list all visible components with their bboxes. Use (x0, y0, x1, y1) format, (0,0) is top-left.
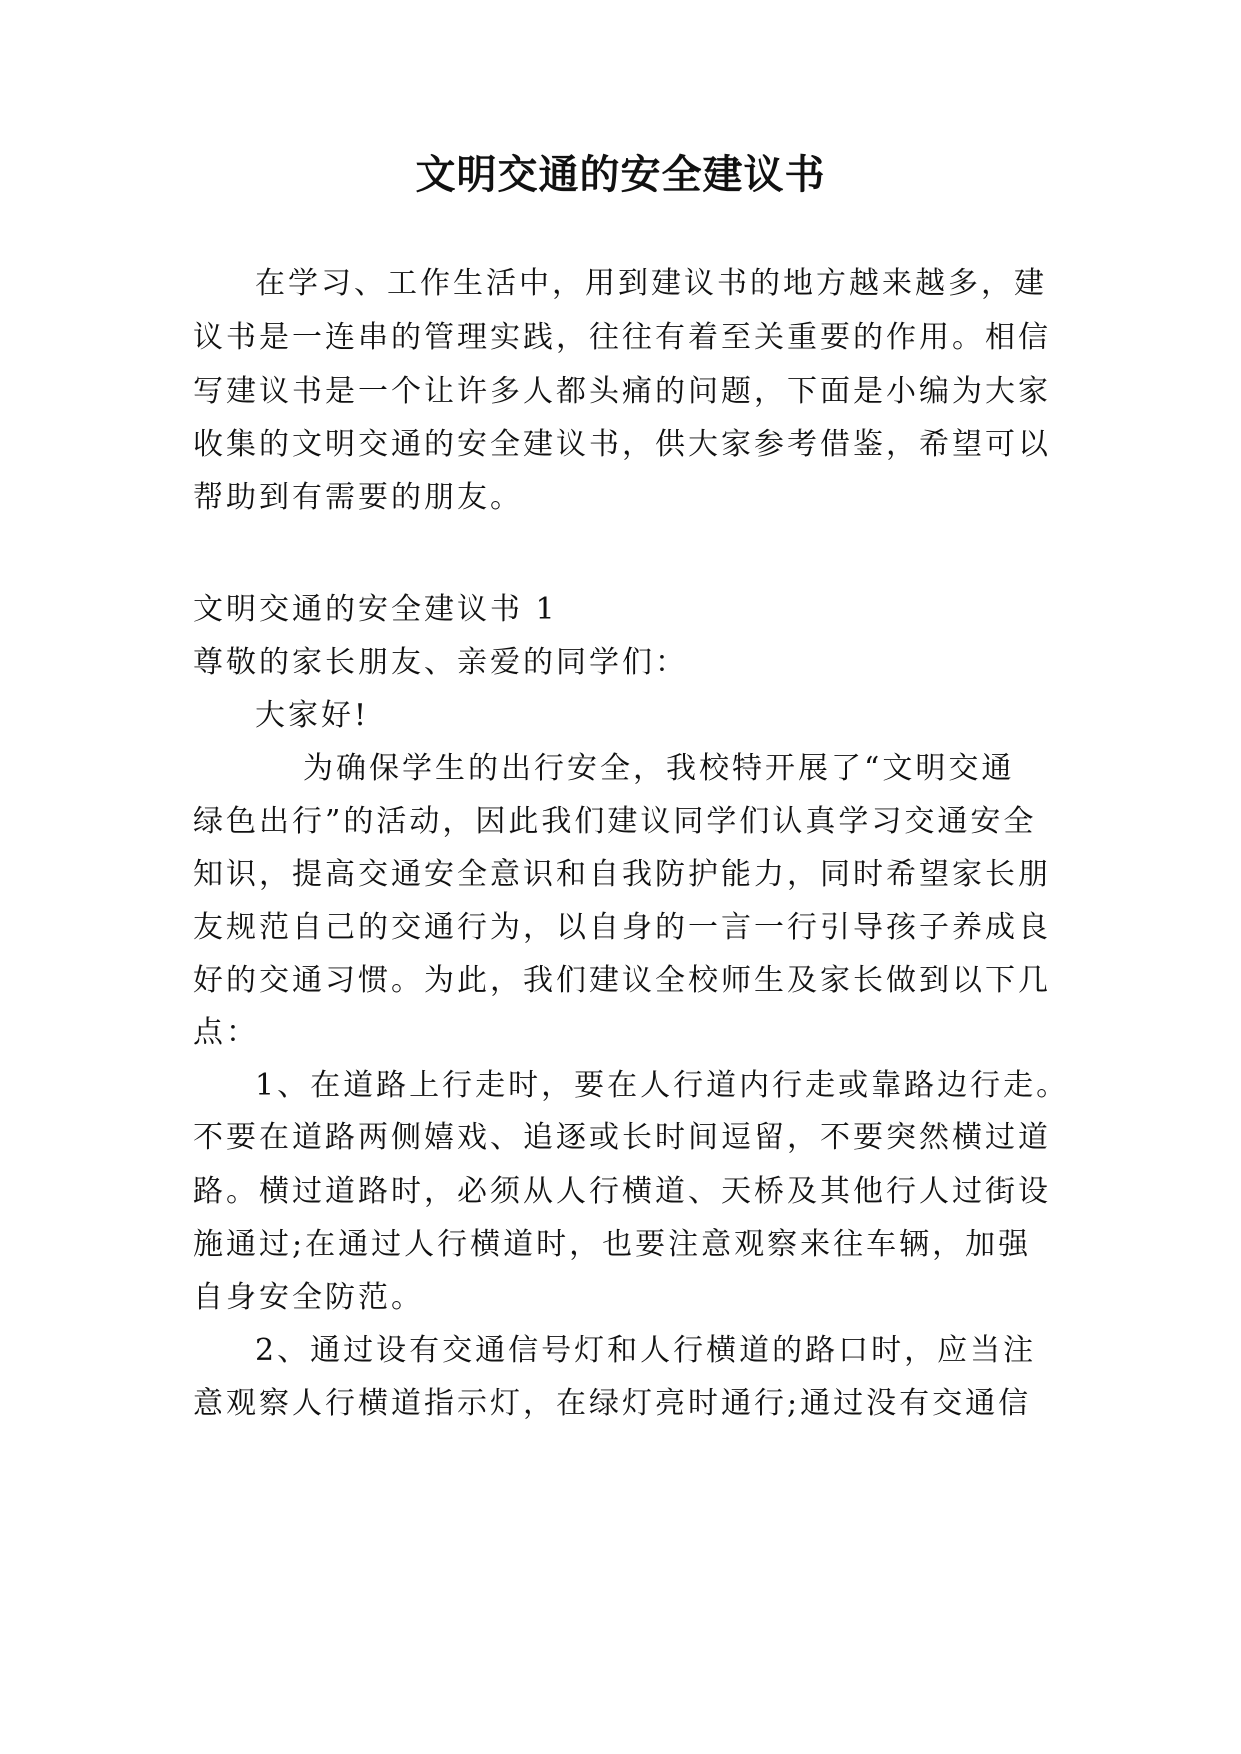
paragraph-line: 帮助到有需要的朋友。 (193, 480, 523, 515)
paragraph-line: 知识，提高交通安全意识和自我防护能力，同时希望家长朋 (193, 857, 1051, 892)
paragraph-line: 议书是一连串的管理实践，往往有着至关重要的作用。相信 (193, 320, 1051, 355)
section-heading: 文明交通的安全建议书 1 (193, 592, 558, 627)
salutation: 尊敬的家长朋友、亲爱的同学们： (193, 645, 688, 680)
paragraph-line: 点： (193, 1015, 259, 1050)
paragraph-line: 友规范自己的交通行为，以自身的一言一行引导孩子养成良 (193, 910, 1051, 945)
document-title: 文明交通的安全建议书 (415, 152, 826, 198)
greeting: 大家好! (255, 698, 370, 733)
paragraph-line: 路。横过道路时，必须从人行横道、天桥及其他行人过街设 (193, 1174, 1051, 1209)
paragraph-line: 自身安全防范。 (193, 1280, 424, 1315)
paragraph-line: 写建议书是一个让许多人都头痛的问题，下面是小编为大家 (193, 374, 1051, 409)
paragraph-line: 收集的文明交通的安全建议书，供大家参考借鉴，希望可以 (193, 427, 1051, 462)
paragraph-line: 2、通过设有交通信号灯和人行横道的路口时，应当注 (255, 1333, 1037, 1368)
paragraph-line: 意观察人行横道指示灯，在绿灯亮时通行;通过没有交通信 (193, 1386, 1032, 1421)
paragraph-line: 绿色出行”的活动，因此我们建议同学们认真学习交通安全 (193, 804, 1037, 839)
paragraph-line: 施通过;在通过人行横道时，也要注意观察来往车辆，加强 (193, 1227, 1032, 1262)
paragraph-line: 在学习、工作生活中，用到建议书的地方越来越多，建 (255, 266, 1047, 301)
paragraph-line: 1、在道路上行走时，要在人行道内行走或靠路边行走。 (255, 1068, 1070, 1103)
paragraph-line: 好的交通习惯。为此，我们建议全校师生及家长做到以下几 (193, 963, 1051, 998)
paragraph-line: 为确保学生的出行安全，我校特开展了“文明交通 (303, 751, 1015, 786)
paragraph-line: 不要在道路两侧嬉戏、追逐或长时间逗留，不要突然横过道 (193, 1120, 1051, 1155)
